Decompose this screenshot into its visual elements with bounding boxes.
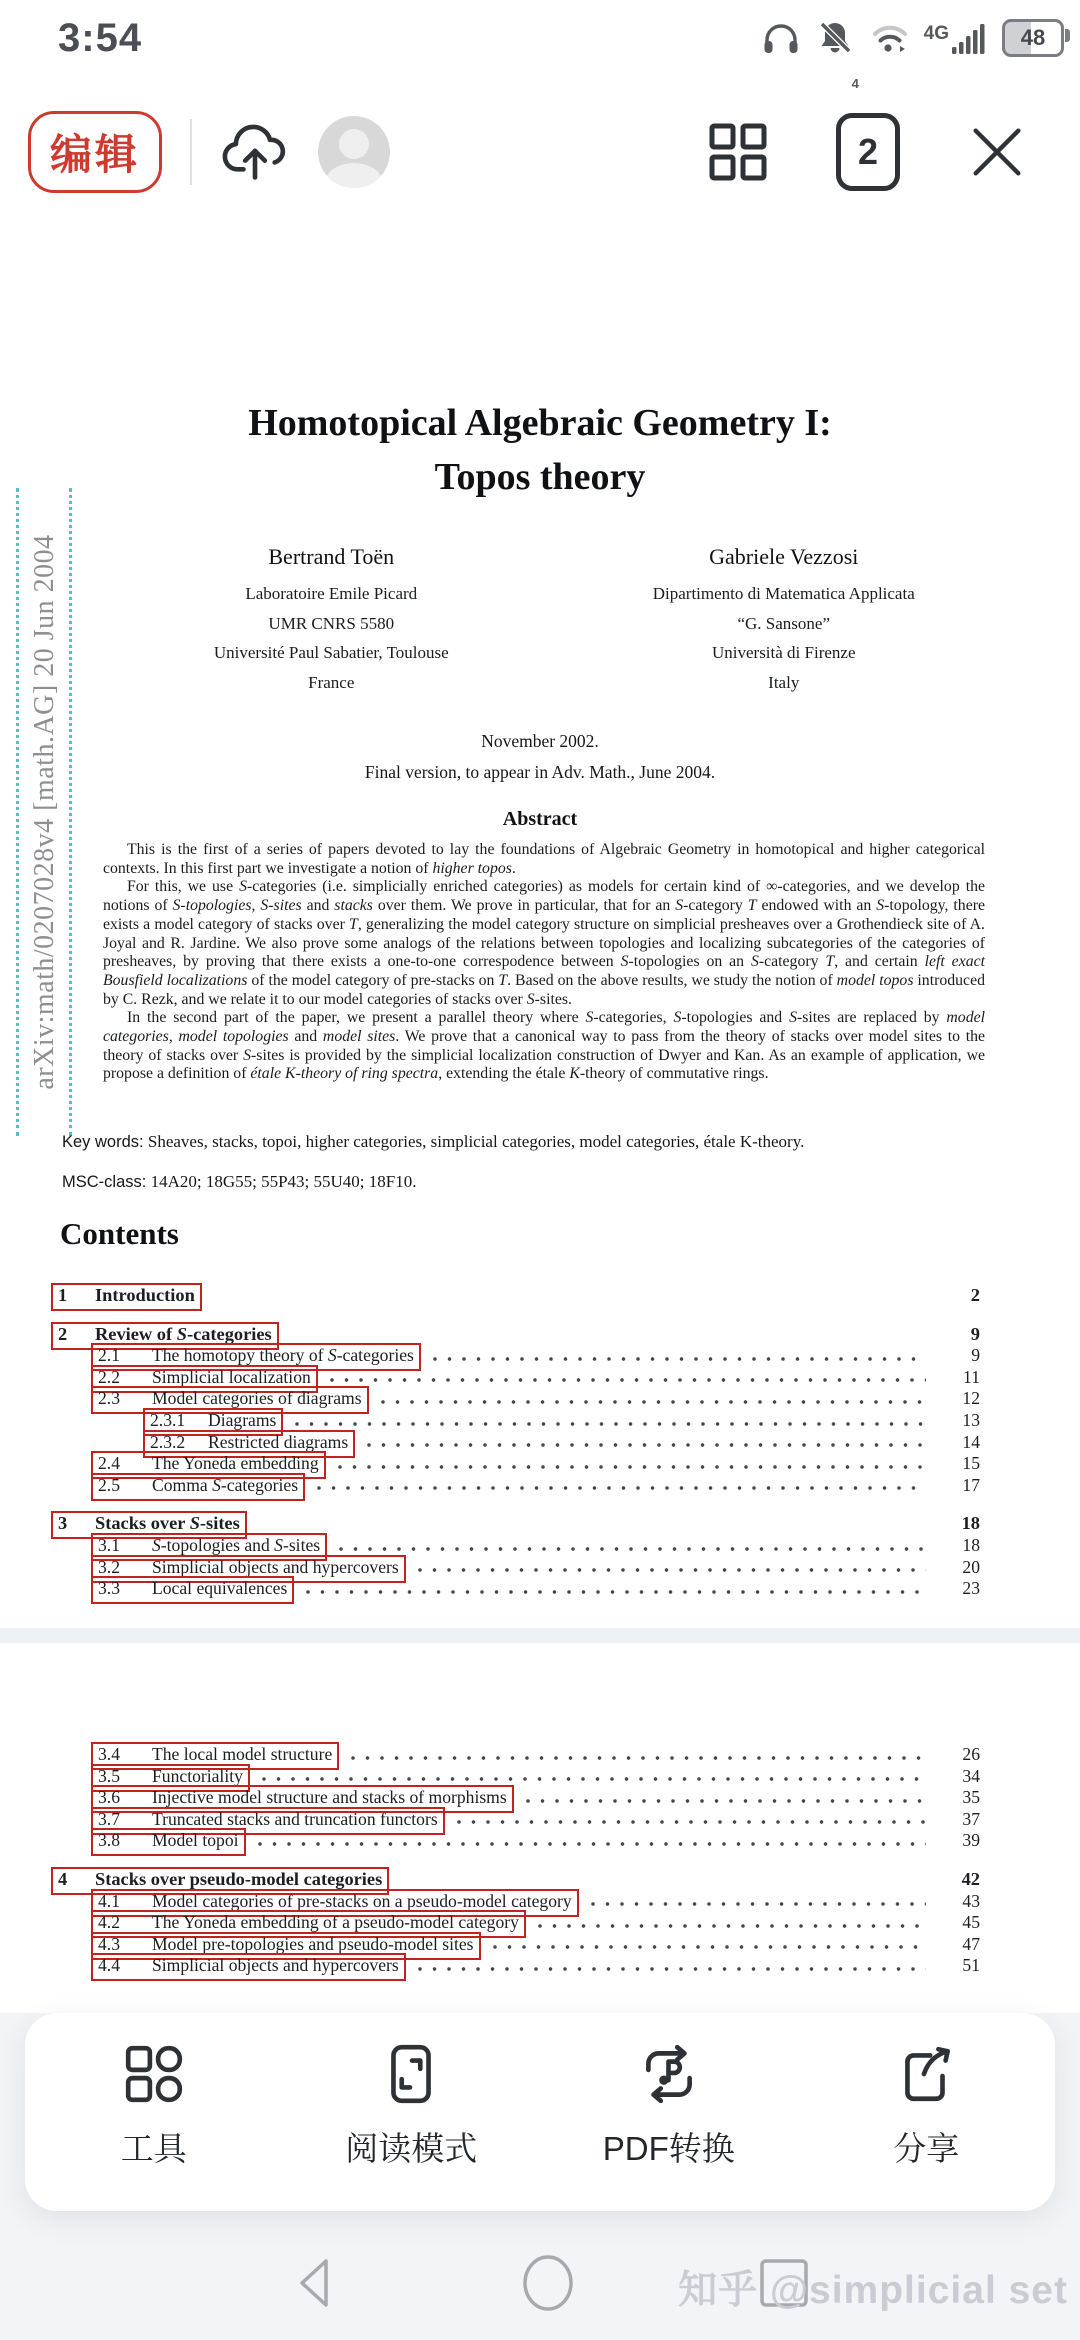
reading-mode-icon [378,2041,444,2107]
toc-row [0,1408,1080,1430]
toc-number: 3.8 [98,1830,120,1851]
toc-number: 3.3 [98,1578,120,1599]
toc-row [0,1555,1080,1577]
toc-dotted-leader [538,1922,926,1932]
toc-dotted-leader [493,1943,926,1953]
keywords-line: Key words: Sheaves, stacks, topoi, higher categories, simplicial categories, model categories, étale K-theory. [62,1132,805,1151]
share-icon [893,2041,959,2107]
toc-label: Local equivalences [152,1578,288,1599]
toc-label: The Yoneda embedding of a pseudo-model category [152,1912,519,1933]
toc-number: 1 [58,1285,68,1305]
toc-label: Stacks over S-sites [95,1513,240,1534]
toc-page-number: 18 [961,1513,980,1534]
date-block: November 2002. Final version, to appear in Adv. Math., June 2004. [364,731,716,782]
toc-number: 3 [58,1513,68,1534]
author-affiliation: Laboratoire Emile Picard UMR CNRS 5580 Université Paul Sabatier, Toulouse France [213,584,449,692]
headphones-icon [760,18,802,58]
action-label: PDF转换 [602,2130,735,2167]
abstract-heading: Abstract [502,808,578,830]
toc-row [0,1322,1080,1344]
toc-dotted-leader [367,1441,926,1451]
toc-row [0,1742,1080,1764]
toc-page-number: 15 [962,1453,980,1474]
toc-page-number: 17 [962,1474,980,1495]
avatar-head [339,129,369,159]
toc-row [0,1343,1080,1365]
toc-dotted-leader [258,1840,927,1850]
toc-number: 2 [58,1323,68,1344]
msc-line: MSC-class: 14A20; 18G55; 55P43; 55U40; 18F10. [62,1172,417,1191]
toc-row [0,1430,1080,1452]
clock: 3:54 [58,15,143,60]
notifications-muted-icon [814,18,856,58]
toc-dotted-leader [317,1484,926,1494]
toc-label: Model topoi [152,1830,239,1851]
toc-label: S-topologies and S-sites [152,1534,321,1555]
toc-row [0,1576,1080,1598]
close-icon[interactable] [966,121,1028,183]
toc-row [0,1807,1080,1829]
toc-row [0,1451,1080,1473]
toc-page-number: 26 [962,1744,980,1764]
toc-link[interactable] [91,1576,294,1604]
toc-number: 4.3 [98,1933,120,1954]
nav-home-icon[interactable] [518,2253,578,2313]
toc-label: The homotopy theory of S-categories [152,1345,414,1366]
toc-label: Introduction [95,1285,195,1305]
toc-row [0,1953,1080,1975]
toc-dotted-leader [330,1376,926,1386]
toc-dotted-leader [418,1965,926,1975]
toc-dotted-leader [591,1900,926,1910]
bottom-sheet [25,2013,1055,2211]
toc-label: The Yoneda embedding [152,1453,319,1474]
toc-number: 2.5 [98,1474,120,1495]
toc-label: Comma S-categories [152,1474,299,1495]
toc-page-number: 45 [962,1912,980,1933]
toc-page2 [0,1742,1080,1975]
nav-back-icon[interactable] [288,2253,348,2313]
action-label: 阅读模式 [345,2130,478,2167]
toc-dotted-leader [338,1463,926,1473]
toc-page-number: 9 [970,1323,980,1344]
wifi-badge: 4 [851,76,859,91]
toc-page-number: 2 [970,1285,980,1305]
battery-percent: 48 [1020,25,1046,50]
toc-label: Review of S-categories [95,1323,272,1344]
toc-dotted-leader [339,1545,926,1555]
toc-number: 3.1 [98,1534,120,1555]
contents-heading: Contents [60,1216,179,1251]
wifi-icon [851,18,912,91]
toc-label: Simplicial objects and hypercovers [152,1955,399,1976]
pdf-convert-icon [636,2041,702,2107]
toc-page-number: 42 [961,1868,980,1889]
toc-row [0,1785,1080,1807]
toc-dotted-leader [295,1420,926,1430]
toc-label: Simplicial objects and hypercovers [152,1556,399,1577]
toc-number: 2.1 [98,1345,120,1366]
grid-view-icon[interactable] [706,120,770,184]
toc-row [0,1511,1080,1533]
author-affiliation: Dipartimento di Matematica Applicata “G. Sansone” Università di Firenze Italy [652,584,915,692]
toc-page-number: 51 [962,1955,980,1976]
toc-label: Stacks over pseudo-model categories [95,1868,383,1889]
signal-bars-icon [924,19,990,57]
toc-number: 3.7 [98,1808,120,1829]
toc-number: 2.4 [98,1453,120,1474]
toc-label: Model pre-topologies and pseudo-model sites [152,1933,474,1954]
toc-row [0,1283,1080,1305]
toc-row [0,1533,1080,1555]
toc-page-number: 39 [962,1830,980,1851]
toc-row [0,1365,1080,1387]
toc-label: Injective model structure and stacks of morphisms [152,1787,507,1808]
toc-number: 4 [58,1868,68,1889]
toc-number: 2.3 [98,1388,120,1409]
watermark: 知乎 @simplicial set [678,2269,1068,2312]
toc-page-number: 35 [962,1787,980,1808]
toc-link[interactable] [91,1473,305,1501]
toc-page-number: 13 [962,1409,980,1430]
toc-page1 [0,1266,1080,1598]
toolbar-right-group [706,113,1028,191]
toc-row [0,1867,1080,1889]
arxiv-identifier: arXiv:math/0207028v4 [math.AG] 20 Jun 2004 [29,534,60,1090]
network-type-label: 4G [923,23,949,44]
avatar[interactable] [318,116,390,188]
share-button[interactable] [798,2041,1056,2170]
toc-dotted-leader [259,1523,926,1533]
toc-dotted-leader [381,1398,926,1408]
toc-number: 2.2 [98,1366,120,1387]
author-name: Bertrand Toën [268,544,395,569]
toc-number: 4.1 [98,1890,120,1911]
toc-page-number: 20 [962,1556,980,1577]
toc-dotted-leader [418,1566,926,1576]
toc-row [0,1889,1080,1911]
toc-number: 3.4 [98,1744,120,1764]
toc-page-number: 34 [962,1765,980,1786]
toc-page-number: 23 [962,1578,980,1599]
toc-row [0,1828,1080,1850]
toc-page-number: 14 [962,1431,980,1452]
tools-button[interactable] [25,2041,283,2170]
toc-page-number: 18 [962,1534,980,1555]
toc-dotted-leader [526,1797,926,1807]
status-bar [0,0,1080,91]
tools-grid-icon [121,2041,187,2107]
toc-label: Truncated stacks and truncation functors [152,1808,438,1829]
toc-label: Restricted diagrams [208,1431,349,1452]
avatar-body [326,163,382,188]
author-name: Gabriele Vezzosi [709,544,859,569]
toc-dotted-leader [457,1818,926,1828]
toc-dotted-leader [433,1355,926,1365]
navigation-bar [0,2211,1080,2340]
toc-row [0,1386,1080,1408]
toc-label: The local model structure [152,1744,333,1764]
toc-dotted-leader [291,1333,926,1343]
toc-label: Model categories of diagrams [152,1388,362,1409]
toc-label: Model categories of pre-stacks on a pseudo-model category [152,1890,572,1911]
status-icons [760,18,1064,91]
toc-link[interactable] [91,1828,246,1856]
page-divider [0,1628,1080,1643]
toc-page-number: 12 [962,1388,980,1409]
reading-mode-button[interactable] [283,2041,541,2170]
toc-row [0,1764,1080,1786]
toc-dotted-leader [306,1588,926,1598]
paper-title: Homotopical Algebraic Geometry I: Topos theory [248,402,832,498]
cloud-upload-icon[interactable] [218,113,292,191]
battery-icon [1002,19,1064,57]
toc-number: 4.2 [98,1912,120,1933]
action-label: 分享 [893,2130,960,2167]
author-1 [105,544,558,697]
toc-number: 3.2 [98,1556,120,1577]
toc-label: Functoriality [152,1765,243,1786]
toc-label: Simplicial localization [152,1366,311,1387]
edit-button[interactable]: 编辑 [28,111,162,193]
authors-block [105,544,1010,697]
toolbar-divider [190,119,192,185]
pdf-convert-button[interactable] [540,2041,798,2170]
author-2 [558,544,1011,697]
toc-number: 3.5 [98,1765,120,1786]
toc-dotted-leader [262,1775,926,1785]
toc-number: 2.3.2 [150,1431,186,1452]
bottom-zone [0,2013,1080,2340]
toc-number: 2.3.1 [150,1409,186,1430]
toc-dotted-leader [351,1754,926,1764]
toc-link[interactable] [51,1283,202,1311]
toc-page-number: 37 [962,1808,980,1829]
toc-number: 4.4 [98,1955,120,1976]
toc-number: 3.6 [98,1787,120,1808]
action-label: 工具 [120,2130,187,2167]
toc-page-number: 43 [962,1890,980,1911]
toc-label: Diagrams [208,1409,277,1430]
toc-page-number: 11 [963,1366,980,1387]
toc-row [0,1473,1080,1495]
toc-page-number: 47 [962,1933,980,1954]
toc-page-number: 9 [971,1345,980,1366]
toc-row [0,1932,1080,1954]
app-toolbar [0,96,1080,208]
page-count-badge[interactable]: 2 [836,113,900,191]
toc-dotted-leader [401,1879,926,1889]
toc-dotted-leader [214,1295,926,1305]
abstract-text: This is the first of a series of papers devoted to lay the foundations of Algebraic Geometry in homotopical and higher categorical contexts. In this first part we investigate a notion of higher topos. For this, we use S-categories (i.e. simplicially enriched categories) as models for certain kind of ∞-categories, and we develop the notions of S-topologies, S-sites and stacks over them. We prove in particular, that for an S-category T endowed with an S-topology, there exists a model category of stacks over T, generalizing the model category structure on simplicial presheaves over a Grothendieck site of A. Joyal and R. Jardine. We also prove some analogs of the relations between topologies and localizing subcategories of the categories of presheaves, by proving that there exists a one-to-one correspodence between S-topologies on an S-category T, and certain left exact Bousfield localizations of the model category of pre-stacks on T. Based on the above results, we study the notion of model topos introduced by C. Rezk, and we relate it to our model categories of stacks over S-sites. In the second part of the paper, we present a parallel theory where S-categories, S-topologies and S-sites are replaced by model categories, model topologies and model sites. We prove that a canonical way to pass from the theory of stacks over model sites to the theory of stacks over S-sites is provided by the simplicial localization construction of Dwyer and Kan. As an example of application, we propose a definition of étale K-theory of ring spectra, extending the étale K-theory of commutative rings. [103,841,986,1083]
toc-link[interactable] [91,1953,406,1981]
